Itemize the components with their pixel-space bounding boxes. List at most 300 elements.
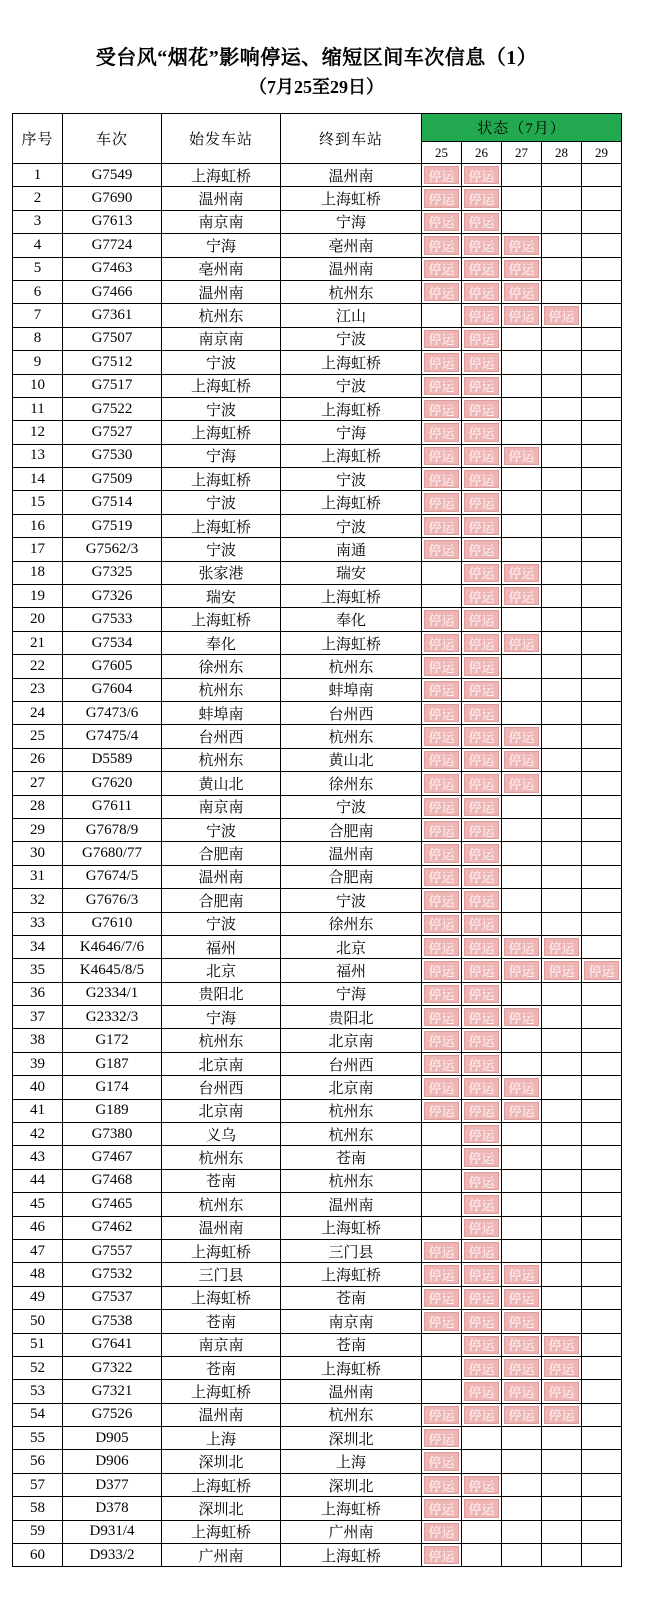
status-cell-26 — [462, 562, 502, 585]
terminal-station-cell: 上海虹桥 — [281, 1497, 422, 1520]
train-number-cell: G7674/5 — [63, 866, 162, 889]
suspended-badge: 停运 — [464, 1078, 499, 1096]
status-cell-26 — [462, 655, 502, 678]
status-cell-28 — [542, 538, 582, 561]
status-cell-25 — [422, 1006, 462, 1029]
serial-number-cell: 4 — [13, 234, 63, 257]
status-cell-29 — [582, 1100, 622, 1123]
status-cell-27 — [502, 281, 542, 304]
origin-station-cell: 台州西 — [162, 1076, 281, 1099]
origin-station-cell: 瑞安 — [162, 585, 281, 608]
status-cell-26 — [462, 1357, 502, 1380]
status-cell-25 — [422, 1404, 462, 1427]
status-cell-26 — [462, 1334, 502, 1357]
status-cell-27 — [502, 1334, 542, 1357]
status-cell-26 — [462, 1053, 502, 1076]
serial-number-cell: 47 — [13, 1240, 63, 1263]
status-cell-29 — [582, 351, 622, 374]
status-cell-26 — [462, 608, 502, 631]
status-cell-29 — [582, 468, 622, 491]
suspended-badge: 停运 — [464, 353, 499, 371]
suspended-badge: 停运 — [504, 1336, 539, 1354]
train-number-cell: G7462 — [63, 1217, 162, 1240]
serial-number-cell: 41 — [13, 1100, 63, 1123]
status-cell-28 — [542, 351, 582, 374]
suspended-badge: 停运 — [464, 938, 499, 956]
suspended-badge: 停运 — [544, 1382, 579, 1400]
page-subtitle: （7月25至29日） — [249, 77, 384, 97]
origin-station-cell: 温州南 — [162, 866, 281, 889]
terminal-station-cell: 北京南 — [281, 1076, 422, 1099]
origin-station-cell: 宁波 — [162, 538, 281, 561]
serial-number-cell: 48 — [13, 1263, 63, 1286]
status-cell-28 — [542, 211, 582, 234]
suspended-badge: 停运 — [424, 213, 459, 231]
serial-number-cell: 42 — [13, 1123, 63, 1146]
status-cell-28 — [542, 772, 582, 795]
status-cell-27 — [502, 1217, 542, 1240]
train-number-cell: G7463 — [63, 258, 162, 281]
status-cell-25 — [422, 1497, 462, 1520]
train-number-cell: G7522 — [63, 398, 162, 421]
suspended-badge: 停运 — [424, 1406, 459, 1424]
suspended-badge: 停运 — [424, 610, 459, 628]
status-cell-29 — [582, 1193, 622, 1216]
suspended-badge: 停运 — [544, 961, 579, 979]
serial-number-cell: 29 — [13, 819, 63, 842]
header-date-28: 28 — [542, 142, 582, 164]
status-cell-26 — [462, 1029, 502, 1052]
serial-number-cell: 28 — [13, 796, 63, 819]
train-number-cell: G2334/1 — [63, 983, 162, 1006]
status-cell-26 — [462, 375, 502, 398]
status-cell-25 — [422, 1146, 462, 1169]
status-cell-28 — [542, 375, 582, 398]
suspended-badge: 停运 — [504, 564, 539, 582]
origin-station-cell: 杭州东 — [162, 1193, 281, 1216]
status-cell-26 — [462, 819, 502, 842]
suspended-badge: 停运 — [464, 1499, 499, 1517]
status-cell-25 — [422, 1521, 462, 1544]
suspended-badge: 停运 — [424, 704, 459, 722]
train-number-cell: G7537 — [63, 1287, 162, 1310]
terminal-station-cell: 深圳北 — [281, 1474, 422, 1497]
terminal-station-cell: 上海虹桥 — [281, 351, 422, 374]
train-number-cell: G7690 — [63, 187, 162, 210]
status-cell-29 — [582, 1217, 622, 1240]
serial-number-cell: 59 — [13, 1521, 63, 1544]
status-cell-28 — [542, 562, 582, 585]
serial-number-cell: 26 — [13, 749, 63, 772]
origin-station-cell: 宁海 — [162, 1006, 281, 1029]
suspended-badge: 停运 — [424, 891, 459, 909]
terminal-station-cell: 杭州东 — [281, 1100, 422, 1123]
serial-number-cell: 13 — [13, 445, 63, 468]
status-cell-28 — [542, 398, 582, 421]
status-cell-27 — [502, 819, 542, 842]
status-cell-26 — [462, 936, 502, 959]
suspended-badge: 停运 — [504, 283, 539, 301]
status-cell-29 — [582, 655, 622, 678]
status-cell-27 — [502, 1263, 542, 1286]
status-cell-29 — [582, 258, 622, 281]
status-cell-29 — [582, 1310, 622, 1333]
origin-station-cell: 温州南 — [162, 187, 281, 210]
status-cell-29 — [582, 608, 622, 631]
terminal-station-cell: 台州西 — [281, 702, 422, 725]
terminal-station-cell: 台州西 — [281, 1053, 422, 1076]
suspended-badge: 停运 — [504, 634, 539, 652]
status-cell-25 — [422, 375, 462, 398]
serial-number-cell: 40 — [13, 1076, 63, 1099]
status-cell-29 — [582, 889, 622, 912]
train-number-cell: G7676/3 — [63, 889, 162, 912]
terminal-station-cell: 奉化 — [281, 608, 422, 631]
serial-number-cell: 21 — [13, 632, 63, 655]
status-cell-27 — [502, 1006, 542, 1029]
status-cell-25 — [422, 1053, 462, 1076]
origin-station-cell: 宁海 — [162, 234, 281, 257]
terminal-station-cell: 杭州东 — [281, 1170, 422, 1193]
terminal-station-cell: 上海虹桥 — [281, 445, 422, 468]
serial-number-cell: 16 — [13, 515, 63, 538]
serial-number-cell: 12 — [13, 421, 63, 444]
suspended-badge: 停运 — [424, 1078, 459, 1096]
status-cell-28 — [542, 889, 582, 912]
status-cell-28 — [542, 608, 582, 631]
serial-number-cell: 32 — [13, 889, 63, 912]
status-cell-28 — [542, 1217, 582, 1240]
train-number-cell: G7465 — [63, 1193, 162, 1216]
status-cell-25 — [422, 959, 462, 982]
terminal-station-cell: 宁波 — [281, 328, 422, 351]
terminal-station-cell: 三门县 — [281, 1240, 422, 1263]
status-cell-25 — [422, 1263, 462, 1286]
serial-number-cell: 2 — [13, 187, 63, 210]
status-cell-28 — [542, 702, 582, 725]
origin-station-cell: 北京 — [162, 959, 281, 982]
status-cell-26 — [462, 351, 502, 374]
suspended-badge: 停运 — [464, 540, 499, 558]
suspended-badge: 停运 — [504, 1382, 539, 1400]
terminal-station-cell: 宁海 — [281, 983, 422, 1006]
origin-station-cell: 上海虹桥 — [162, 1240, 281, 1263]
status-cell-29 — [582, 702, 622, 725]
status-cell-27 — [502, 889, 542, 912]
terminal-station-cell: 上海 — [281, 1450, 422, 1473]
origin-station-cell: 上海虹桥 — [162, 164, 281, 187]
origin-station-cell: 贵阳北 — [162, 983, 281, 1006]
serial-number-cell: 33 — [13, 913, 63, 936]
status-cell-25 — [422, 1100, 462, 1123]
train-number-cell: K4645/8/5 — [63, 959, 162, 982]
status-cell-27 — [502, 632, 542, 655]
suspended-badge: 停运 — [424, 470, 459, 488]
train-number-cell: G7549 — [63, 164, 162, 187]
status-cell-28 — [542, 1263, 582, 1286]
status-cell-26 — [462, 398, 502, 421]
suspended-badge: 停运 — [424, 1265, 459, 1283]
serial-number-cell: 43 — [13, 1146, 63, 1169]
status-cell-27 — [502, 1497, 542, 1520]
status-cell-28 — [542, 866, 582, 889]
status-cell-29 — [582, 421, 622, 444]
origin-station-cell: 杭州东 — [162, 1146, 281, 1169]
suspended-badge: 停运 — [424, 681, 459, 699]
status-cell-25 — [422, 936, 462, 959]
suspended-badge: 停运 — [464, 961, 499, 979]
status-cell-27 — [502, 468, 542, 491]
suspended-badge: 停运 — [504, 236, 539, 254]
status-cell-29 — [582, 538, 622, 561]
status-cell-28 — [542, 749, 582, 772]
status-cell-28 — [542, 491, 582, 514]
suspended-badge: 停运 — [504, 938, 539, 956]
suspended-badge: 停运 — [424, 400, 459, 418]
header-date-29: 29 — [582, 142, 622, 164]
suspended-badge: 停运 — [424, 189, 459, 207]
serial-number-cell: 51 — [13, 1334, 63, 1357]
status-cell-29 — [582, 491, 622, 514]
status-cell-25 — [422, 1240, 462, 1263]
status-cell-26 — [462, 187, 502, 210]
terminal-station-cell: 苍南 — [281, 1287, 422, 1310]
status-cell-29 — [582, 866, 622, 889]
status-cell-26 — [462, 1287, 502, 1310]
serial-number-cell: 25 — [13, 725, 63, 748]
status-cell-26 — [462, 1193, 502, 1216]
suspended-badge: 停运 — [464, 915, 499, 933]
serial-number-cell: 35 — [13, 959, 63, 982]
origin-station-cell: 蚌埠南 — [162, 702, 281, 725]
status-cell-29 — [582, 1521, 622, 1544]
suspended-badge: 停运 — [504, 1312, 539, 1330]
status-cell-26 — [462, 1474, 502, 1497]
suspended-badge: 停运 — [464, 1219, 499, 1237]
train-number-cell: G7526 — [63, 1404, 162, 1427]
status-cell-27 — [502, 1029, 542, 1052]
train-number-cell: G7514 — [63, 491, 162, 514]
origin-station-cell: 福州 — [162, 936, 281, 959]
status-cell-26 — [462, 725, 502, 748]
status-cell-28 — [542, 1427, 582, 1450]
train-number-cell: K4646/7/6 — [63, 936, 162, 959]
status-cell-29 — [582, 842, 622, 865]
suspended-badge: 停运 — [424, 353, 459, 371]
status-cell-28 — [542, 679, 582, 702]
status-cell-26 — [462, 959, 502, 982]
train-number-cell: G7519 — [63, 515, 162, 538]
terminal-station-cell: 福州 — [281, 959, 422, 982]
status-cell-25 — [422, 749, 462, 772]
suspended-badge: 停运 — [464, 1172, 499, 1190]
serial-number-cell: 3 — [13, 211, 63, 234]
origin-station-cell: 宁波 — [162, 913, 281, 936]
status-cell-25 — [422, 1474, 462, 1497]
status-cell-25 — [422, 1029, 462, 1052]
status-cell-25 — [422, 234, 462, 257]
status-cell-28 — [542, 421, 582, 444]
suspended-badge: 停运 — [424, 774, 459, 792]
status-cell-28 — [542, 1029, 582, 1052]
status-cell-25 — [422, 562, 462, 585]
origin-station-cell: 南京南 — [162, 796, 281, 819]
serial-number-cell: 58 — [13, 1497, 63, 1520]
status-cell-28 — [542, 1380, 582, 1403]
status-cell-25 — [422, 866, 462, 889]
suspended-badge: 停运 — [424, 1429, 459, 1447]
status-cell-29 — [582, 234, 622, 257]
status-cell-28 — [542, 187, 582, 210]
status-cell-26 — [462, 491, 502, 514]
terminal-station-cell: 江山 — [281, 304, 422, 327]
train-number-cell: G7512 — [63, 351, 162, 374]
suspended-badge: 停运 — [424, 634, 459, 652]
status-cell-25 — [422, 1287, 462, 1310]
train-number-cell: G7507 — [63, 328, 162, 351]
origin-station-cell: 深圳北 — [162, 1450, 281, 1473]
suspended-badge: 停运 — [424, 1031, 459, 1049]
status-cell-29 — [582, 679, 622, 702]
suspended-badge: 停运 — [464, 423, 499, 441]
terminal-station-cell: 宁海 — [281, 421, 422, 444]
suspended-badge: 停运 — [504, 1289, 539, 1307]
status-cell-26 — [462, 1240, 502, 1263]
status-cell-27 — [502, 1240, 542, 1263]
status-cell-27 — [502, 1521, 542, 1544]
suspended-badge: 停运 — [464, 751, 499, 769]
status-cell-28 — [542, 1240, 582, 1263]
train-number-cell: G7724 — [63, 234, 162, 257]
status-cell-26 — [462, 1217, 502, 1240]
origin-station-cell: 上海虹桥 — [162, 1521, 281, 1544]
status-cell-27 — [502, 866, 542, 889]
status-cell-29 — [582, 1450, 622, 1473]
origin-station-cell: 温州南 — [162, 1217, 281, 1240]
serial-number-cell: 24 — [13, 702, 63, 725]
status-cell-28 — [542, 1521, 582, 1544]
terminal-station-cell: 南通 — [281, 538, 422, 561]
status-cell-25 — [422, 1450, 462, 1473]
train-number-cell: G7562/3 — [63, 538, 162, 561]
train-number-cell: G7473/6 — [63, 702, 162, 725]
train-number-cell: D933/2 — [63, 1544, 162, 1567]
status-cell-26 — [462, 1123, 502, 1146]
suspended-badge: 停运 — [464, 774, 499, 792]
status-cell-28 — [542, 1310, 582, 1333]
status-cell-27 — [502, 1146, 542, 1169]
terminal-station-cell: 宁波 — [281, 889, 422, 912]
terminal-station-cell: 温州南 — [281, 1193, 422, 1216]
train-number-cell: G7527 — [63, 421, 162, 444]
suspended-badge: 停运 — [424, 1523, 459, 1541]
status-cell-26 — [462, 866, 502, 889]
origin-station-cell: 台州西 — [162, 725, 281, 748]
terminal-station-cell: 杭州东 — [281, 725, 422, 748]
serial-number-cell: 19 — [13, 585, 63, 608]
status-cell-28 — [542, 304, 582, 327]
suspended-badge: 停运 — [504, 1359, 539, 1377]
terminal-station-cell: 宁海 — [281, 211, 422, 234]
header-train-number: 车次 — [63, 114, 162, 164]
status-cell-28 — [542, 1123, 582, 1146]
status-cell-26 — [462, 1380, 502, 1403]
suspended-badge: 停运 — [464, 260, 499, 278]
origin-station-cell: 上海 — [162, 1427, 281, 1450]
status-cell-29 — [582, 211, 622, 234]
terminal-station-cell: 南京南 — [281, 1310, 422, 1333]
terminal-station-cell: 深圳北 — [281, 1427, 422, 1450]
train-number-cell: G7321 — [63, 1380, 162, 1403]
terminal-station-cell: 上海虹桥 — [281, 585, 422, 608]
train-number-cell: G7475/4 — [63, 725, 162, 748]
train-number-cell: G7325 — [63, 562, 162, 585]
origin-station-cell: 宁波 — [162, 398, 281, 421]
serial-number-cell: 38 — [13, 1029, 63, 1052]
status-cell-25 — [422, 1193, 462, 1216]
status-cell-26 — [462, 1170, 502, 1193]
status-cell-25 — [422, 304, 462, 327]
status-cell-29 — [582, 1006, 622, 1029]
suspended-badge: 停运 — [464, 166, 499, 184]
train-number-cell: D5589 — [63, 749, 162, 772]
origin-station-cell: 宁波 — [162, 351, 281, 374]
terminal-station-cell: 瑞安 — [281, 562, 422, 585]
serial-number-cell: 30 — [13, 842, 63, 865]
origin-station-cell: 上海虹桥 — [162, 468, 281, 491]
train-number-cell: D378 — [63, 1497, 162, 1520]
origin-station-cell: 深圳北 — [162, 1497, 281, 1520]
train-number-cell: G7620 — [63, 772, 162, 795]
status-cell-26 — [462, 983, 502, 1006]
train-number-cell: G7380 — [63, 1123, 162, 1146]
status-cell-27 — [502, 702, 542, 725]
suspended-badge: 停运 — [424, 493, 459, 511]
suspended-badge: 停运 — [464, 844, 499, 862]
status-cell-28 — [542, 819, 582, 842]
origin-station-cell: 合肥南 — [162, 889, 281, 912]
train-number-cell: G187 — [63, 1053, 162, 1076]
suspended-badge: 停运 — [424, 377, 459, 395]
train-number-cell: G7610 — [63, 913, 162, 936]
terminal-station-cell: 温州南 — [281, 842, 422, 865]
status-cell-29 — [582, 1334, 622, 1357]
serial-number-cell: 52 — [13, 1357, 63, 1380]
status-cell-25 — [422, 842, 462, 865]
status-cell-28 — [542, 1544, 582, 1567]
suspended-badge: 停运 — [424, 1055, 459, 1073]
suspended-badge: 停运 — [464, 1312, 499, 1330]
status-cell-28 — [542, 234, 582, 257]
status-cell-29 — [582, 1427, 622, 1450]
train-number-cell: D377 — [63, 1474, 162, 1497]
status-cell-25 — [422, 608, 462, 631]
suspended-badge: 停运 — [464, 798, 499, 816]
status-cell-26 — [462, 1076, 502, 1099]
terminal-station-cell: 宁波 — [281, 515, 422, 538]
status-cell-28 — [542, 468, 582, 491]
suspended-badge: 停运 — [424, 330, 459, 348]
status-cell-27 — [502, 375, 542, 398]
serial-number-cell: 57 — [13, 1474, 63, 1497]
suspended-badge: 停运 — [464, 1289, 499, 1307]
suspended-badge: 停运 — [544, 1406, 579, 1424]
status-cell-28 — [542, 632, 582, 655]
status-cell-26 — [462, 328, 502, 351]
status-cell-28 — [542, 1450, 582, 1473]
status-cell-25 — [422, 538, 462, 561]
status-cell-27 — [502, 515, 542, 538]
